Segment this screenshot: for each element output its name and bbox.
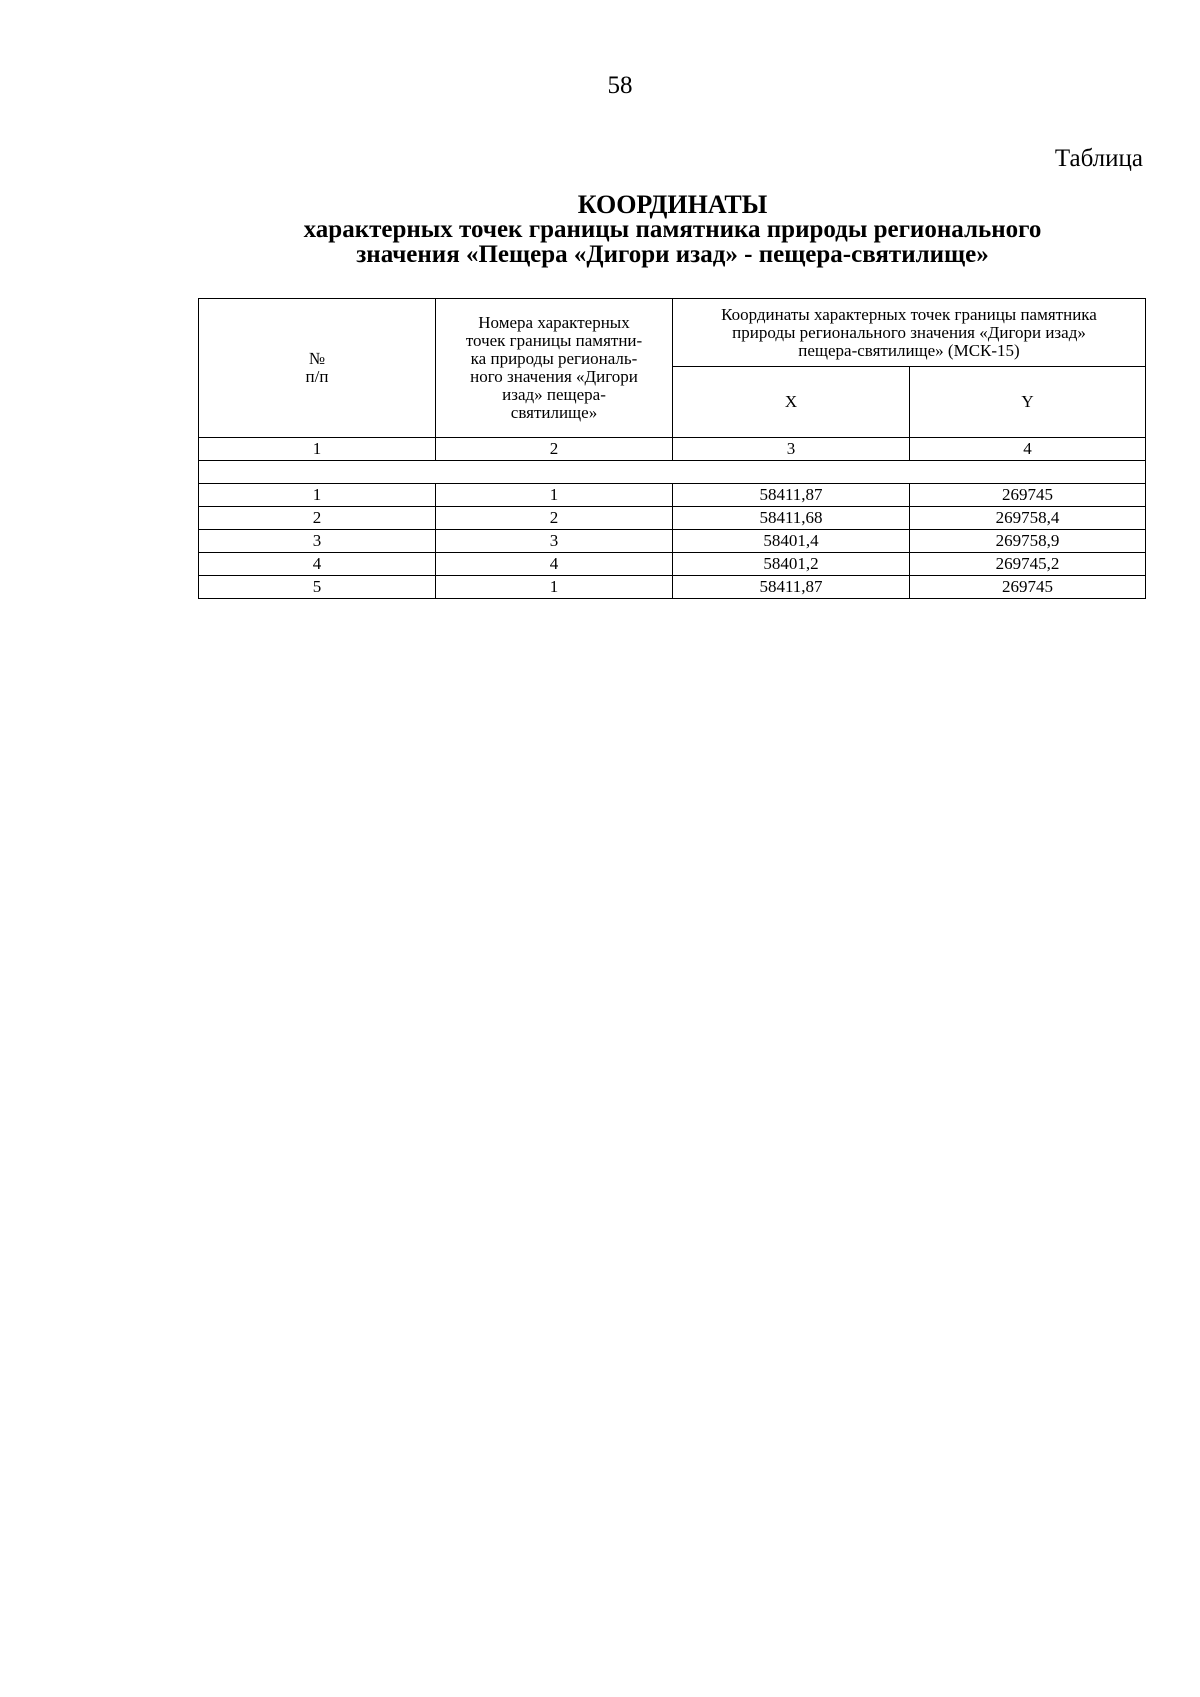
cell-x: 58411,87 xyxy=(673,484,910,507)
document-title xyxy=(200,192,1145,267)
column-number: 3 xyxy=(673,438,910,461)
header-row-number xyxy=(199,299,436,438)
cell-row-number: 5 xyxy=(199,576,436,599)
cell-point-number: 4 xyxy=(436,553,673,576)
cell-x: 58401,4 xyxy=(673,530,910,553)
header-x: X xyxy=(673,367,910,438)
header-points-line: точек границы памятни- xyxy=(465,331,643,350)
column-number: 1 xyxy=(199,438,436,461)
cell-y: 269745,2 xyxy=(910,553,1146,576)
title-line-3: значения «Пещера «Дигори изад» - пещера-святилище» xyxy=(356,241,989,268)
cell-y: 269745 xyxy=(910,576,1146,599)
cell-y: 269758,9 xyxy=(910,530,1146,553)
cell-x: 58411,87 xyxy=(673,576,910,599)
cell-point-number: 3 xyxy=(436,530,673,553)
header-num-symbol: № xyxy=(308,349,326,368)
cell-point-number: 2 xyxy=(436,507,673,530)
title-line-2: характерных точек границы памятника природы регионального xyxy=(303,216,1042,243)
header-points-line: ка природы региональ- xyxy=(470,349,638,368)
empty-cell xyxy=(199,461,1146,484)
header-y: Y xyxy=(910,367,1146,438)
cell-x: 58411,68 xyxy=(673,507,910,530)
cell-row-number: 4 xyxy=(199,553,436,576)
column-number: 4 xyxy=(910,438,1146,461)
cell-point-number: 1 xyxy=(436,576,673,599)
cell-point-number: 1 xyxy=(436,484,673,507)
header-coords-line: Координаты характерных точек границы памятника xyxy=(721,304,1097,324)
cell-y: 269758,4 xyxy=(910,507,1146,530)
empty-separator-row xyxy=(199,461,1146,484)
header-point-numbers xyxy=(436,299,673,438)
cell-y: 269745 xyxy=(910,484,1146,507)
title-main: КООРДИНАТЫ xyxy=(577,190,768,219)
column-number: 2 xyxy=(436,438,673,461)
header-coords-line: пещера-святилище» (МСК-15) xyxy=(798,340,1020,360)
header-points-line: изад» пещера- xyxy=(502,385,606,404)
cell-row-number: 2 xyxy=(199,507,436,530)
table-row xyxy=(199,484,1146,507)
header-coordinates xyxy=(673,299,1146,367)
header-points-line: Номера характерных xyxy=(478,313,630,332)
table-label: Таблица xyxy=(1054,145,1143,172)
coordinates-table xyxy=(198,298,1146,599)
table-row xyxy=(199,530,1146,553)
table-row xyxy=(199,553,1146,576)
table-row xyxy=(199,507,1146,530)
cell-row-number: 3 xyxy=(199,530,436,553)
table-row xyxy=(199,576,1146,599)
header-points-line: святилище» xyxy=(510,403,598,422)
header-coords-line: природы регионального значения «Дигори изад» xyxy=(732,322,1086,342)
column-number-row xyxy=(199,438,1146,461)
cell-row-number: 1 xyxy=(199,484,436,507)
header-points-line: ного значения «Дигори xyxy=(470,367,638,386)
page-number: 58 xyxy=(607,72,633,99)
cell-x: 58401,2 xyxy=(673,553,910,576)
header-num-abbrev: п/п xyxy=(305,367,329,386)
